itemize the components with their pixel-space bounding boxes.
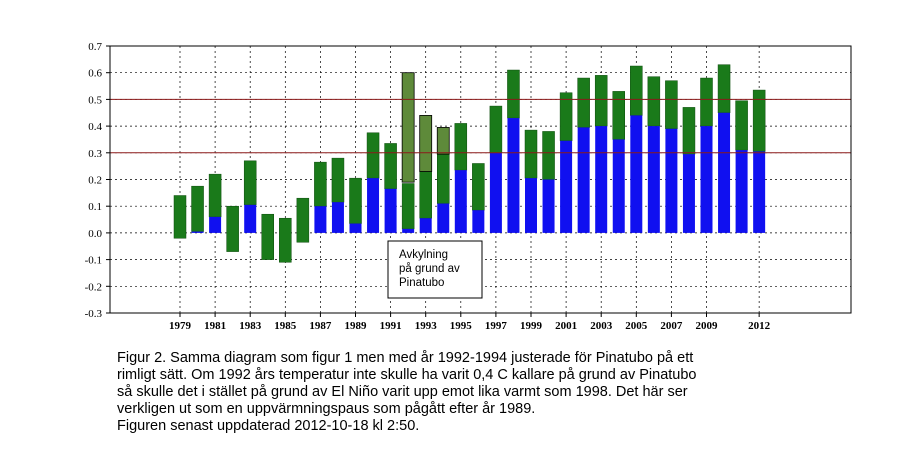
bar-blue-1987 — [314, 206, 326, 233]
bar-blue-2008 — [683, 154, 695, 233]
y-tick-label: 0.3 — [88, 147, 102, 160]
bar-blue-1993 — [420, 218, 432, 233]
y-tick-label: 0.2 — [88, 174, 102, 187]
bar-blue-2005 — [630, 115, 642, 232]
bar-adjusted-1992 — [402, 73, 414, 182]
bar-blue-1980 — [192, 232, 204, 233]
x-tick-label: 1997 — [484, 320, 507, 332]
bar-blue-2001 — [560, 141, 572, 233]
bar-green-1995 — [455, 123, 467, 170]
x-tick-label: 1987 — [309, 320, 332, 332]
bar-green-2007 — [665, 81, 677, 129]
bar-green-1989 — [350, 178, 362, 223]
x-tick-label: 2005 — [625, 320, 648, 332]
x-tick-label: 1979 — [169, 320, 191, 332]
caption-line-4: verkligen ut som en uppvärmningspaus som pågått efter år 1989. — [117, 401, 536, 417]
bar-green-1986 — [297, 198, 309, 242]
bar-green-1997 — [490, 106, 502, 153]
x-tick-label: 1995 — [449, 320, 472, 332]
bar-green-2002 — [578, 78, 590, 127]
bar-blue-1999 — [525, 178, 537, 233]
bar-green-1993 — [420, 171, 432, 218]
bar-green-2004 — [613, 91, 625, 139]
y-tick-label: -0.3 — [84, 308, 102, 320]
y-tick-label: 0.4 — [88, 121, 102, 134]
bar-green-1987 — [314, 162, 326, 206]
x-tick-label: 1983 — [239, 320, 262, 332]
bar-blue-2002 — [578, 127, 590, 232]
bar-green-2006 — [648, 77, 660, 126]
bar-blue-2000 — [543, 180, 555, 233]
annotation-line-2: på grund av — [399, 263, 460, 275]
x-tick-label: 2001 — [555, 320, 578, 332]
x-tick-label: 1993 — [414, 320, 437, 332]
bar-blue-2003 — [595, 126, 607, 233]
bar-blue-1989 — [350, 224, 362, 233]
y-tick-label: 0.0 — [88, 227, 102, 240]
y-tick-label: 0.1 — [88, 201, 102, 214]
bar-blue-2007 — [665, 129, 677, 233]
bar-blue-1997 — [490, 153, 502, 233]
y-tick-label: 0.6 — [88, 67, 102, 80]
bar-adjusted-1994 — [437, 127, 449, 154]
bar-green-2010 — [718, 65, 730, 113]
x-tick-label: 2009 — [695, 320, 718, 332]
bar-blue-2011 — [736, 150, 748, 233]
bar-green-1990 — [367, 133, 379, 178]
caption-line-3: så skulle det i stället på grund av El Niño varit upp emot lika varmt som 1998. Det här ser — [117, 384, 688, 400]
bar-adjusted-1993 — [420, 115, 432, 171]
bar-blue-2004 — [613, 139, 625, 232]
x-tick-label: 1989 — [344, 320, 367, 332]
x-tick-label: 1999 — [520, 320, 542, 332]
bar-green-1992 — [402, 184, 414, 229]
bar-green-1988 — [332, 158, 344, 202]
caption-line-5: Figuren senast uppdaterad 2012-10-18 kl 2:50. — [117, 418, 420, 434]
annotation-line-3: Pinatubo — [399, 277, 445, 289]
bars-layer — [174, 65, 765, 263]
y-tick-label: 0.7 — [88, 41, 102, 53]
bar-blue-1981 — [209, 217, 221, 233]
bar-blue-1998 — [507, 118, 519, 233]
bar-green-2003 — [595, 75, 607, 126]
x-tick-label: 1985 — [274, 320, 297, 332]
bar-green-1996 — [472, 163, 484, 210]
annotation-line-1: Avkylning — [399, 249, 449, 261]
y-tick-label: -0.2 — [84, 281, 102, 294]
bar-blue-1988 — [332, 202, 344, 233]
bar-blue-1991 — [385, 189, 397, 233]
bar-green-1998 — [507, 70, 519, 118]
bar-green-2001 — [560, 93, 572, 141]
y-tick-label: 0.5 — [88, 94, 102, 107]
figure-caption — [117, 350, 837, 435]
caption-line-2: rimligt sätt. Om 1992 års temperatur inte skulle ha varit 0,4 C kallare på grund av Pinatubo — [117, 367, 697, 383]
bar-green-2008 — [683, 107, 695, 154]
bar-green-2005 — [630, 66, 642, 115]
x-tick-label: 1991 — [379, 320, 402, 332]
bar-blue-2012 — [753, 151, 765, 232]
caption-line-1: Figur 2. Samma diagram som figur 1 men med år 1992-1994 justerade för Pinatubo på ett — [117, 350, 694, 366]
bar-blue-2010 — [718, 113, 730, 233]
bar-green-1982 — [227, 206, 239, 251]
bar-green-1994 — [437, 154, 449, 203]
y-tick-label: -0.1 — [84, 254, 102, 267]
bar-blue-1990 — [367, 178, 379, 233]
x-tick-label: 1981 — [204, 320, 227, 332]
bar-green-1980 — [192, 186, 204, 231]
bar-green-1981 — [209, 174, 221, 217]
bar-blue-2006 — [648, 126, 660, 233]
bar-green-1999 — [525, 130, 537, 178]
pinatubo-annotation — [388, 241, 482, 298]
bar-blue-1992 — [402, 229, 414, 233]
bar-blue-1995 — [455, 170, 467, 233]
bar-green-2009 — [701, 78, 713, 126]
x-axis — [169, 313, 771, 332]
x-tick-label: 2007 — [660, 320, 683, 332]
bar-green-1991 — [385, 143, 397, 188]
bar-green-2011 — [736, 101, 748, 150]
bar-green-1984 — [262, 214, 274, 259]
x-tick-label: 2003 — [590, 320, 613, 332]
bar-blue-1996 — [472, 210, 484, 233]
bar-blue-2009 — [701, 126, 713, 233]
bar-blue-1983 — [244, 205, 256, 233]
x-tick-label: 2012 — [748, 320, 771, 332]
bar-green-1985 — [279, 218, 291, 262]
y-axis — [85, 41, 110, 320]
bar-blue-1994 — [437, 204, 449, 233]
bar-green-2000 — [543, 131, 555, 179]
bar-green-1983 — [244, 161, 256, 205]
bar-green-1979 — [174, 196, 186, 239]
